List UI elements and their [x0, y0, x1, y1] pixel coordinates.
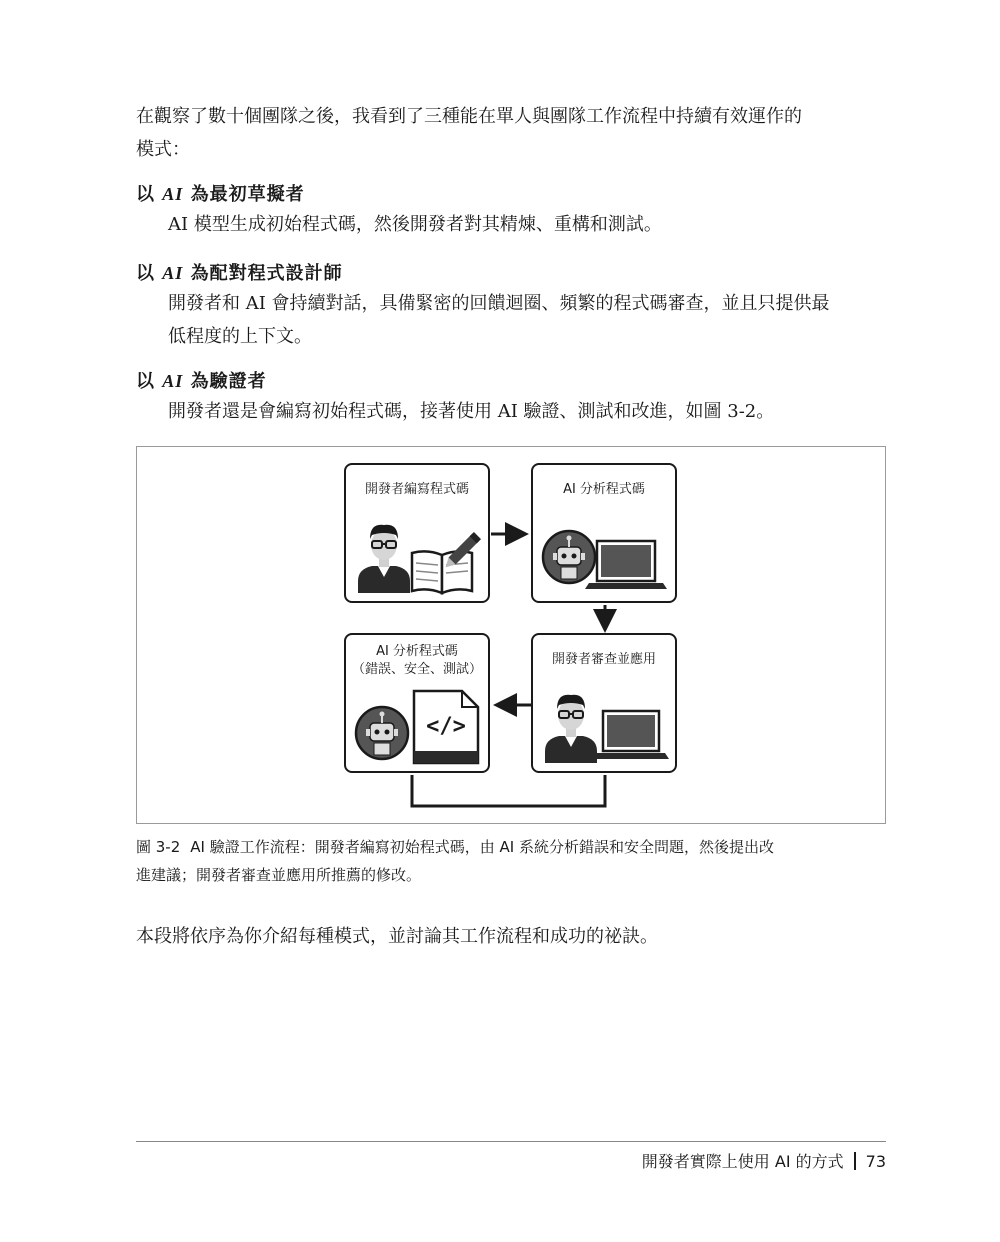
figure-caption [136, 833, 888, 889]
step-label-developer-writes: 開發者編寫程式碼 [364, 482, 469, 497]
pattern-desc-drafter: AI 模型生成初始程式碼，然後開發者對其精煉、重構和測試。 [168, 214, 662, 235]
step-developer-writes [344, 463, 490, 603]
step-developer-reviews [531, 633, 677, 773]
step-label-ai-analyzes-detailed: AI 分析程式碼 （錯誤、安全、測試） [351, 644, 482, 677]
footer-rule [136, 1141, 886, 1142]
step-label-developer-reviews: 開發者審查並應用 [551, 652, 656, 667]
caption-line-2: 進建議；開發者審查並應用所推薦的修改。 [136, 866, 422, 884]
pattern-desc-validator: 開發者還是會編寫初始程式碼，接著使用 AI 驗證、測試和改進，如圖 3-2。 [168, 401, 775, 422]
intro-line-2: 模式： [136, 139, 190, 160]
pattern-desc-pair-programmer: 開發者和 AI 會持續對話，具備緊密的回饋迴圈、頻繁的程式碼審查，並且只提供最 低程度的上下文。 [168, 293, 830, 347]
robot-laptop-illustration [539, 511, 669, 597]
pattern-heading-validator: 以 AI 為驗證者 [136, 371, 267, 392]
flow-connectors [137, 447, 887, 825]
step-ai-analyzes-detailed [344, 633, 490, 773]
step-ai-analyzes [531, 463, 677, 603]
closing-paragraph: 本段將依序為你介紹每種模式，並討論其工作流程和成功的祕訣。 [136, 926, 658, 947]
page-footer [642, 1149, 886, 1172]
footer-separator [854, 1152, 856, 1170]
code-icon: </> [426, 714, 466, 739]
developer-laptop-illustration [539, 681, 669, 767]
figure-frame [136, 446, 886, 824]
pattern-heading-drafter: 以 AI 為最初草擬者 [136, 184, 305, 205]
step-label-ai-analyzes: AI 分析程式碼 [563, 482, 645, 497]
footer-chapter-title: 開發者實際上使用 AI 的方式 [641, 1152, 844, 1171]
figure-number: 圖 3-2 [136, 838, 181, 856]
intro-paragraph [136, 100, 888, 166]
developer-book-illustration [352, 511, 482, 597]
loop-line [412, 775, 605, 806]
intro-line-1: 在觀察了數十個團隊之後，我看到了三種能在單人與團隊工作流程中持續有效運作的 [136, 106, 802, 127]
robot-code-illustration [350, 687, 484, 767]
caption-line-1: AI 驗證工作流程：開發者編寫初始程式碼，由 AI 系統分析錯誤和安全問題，然後提出改 [190, 838, 774, 856]
page-number: 73 [865, 1152, 886, 1171]
pattern-heading-pair-programmer: 以 AI 為配對程式設計師 [136, 263, 343, 284]
